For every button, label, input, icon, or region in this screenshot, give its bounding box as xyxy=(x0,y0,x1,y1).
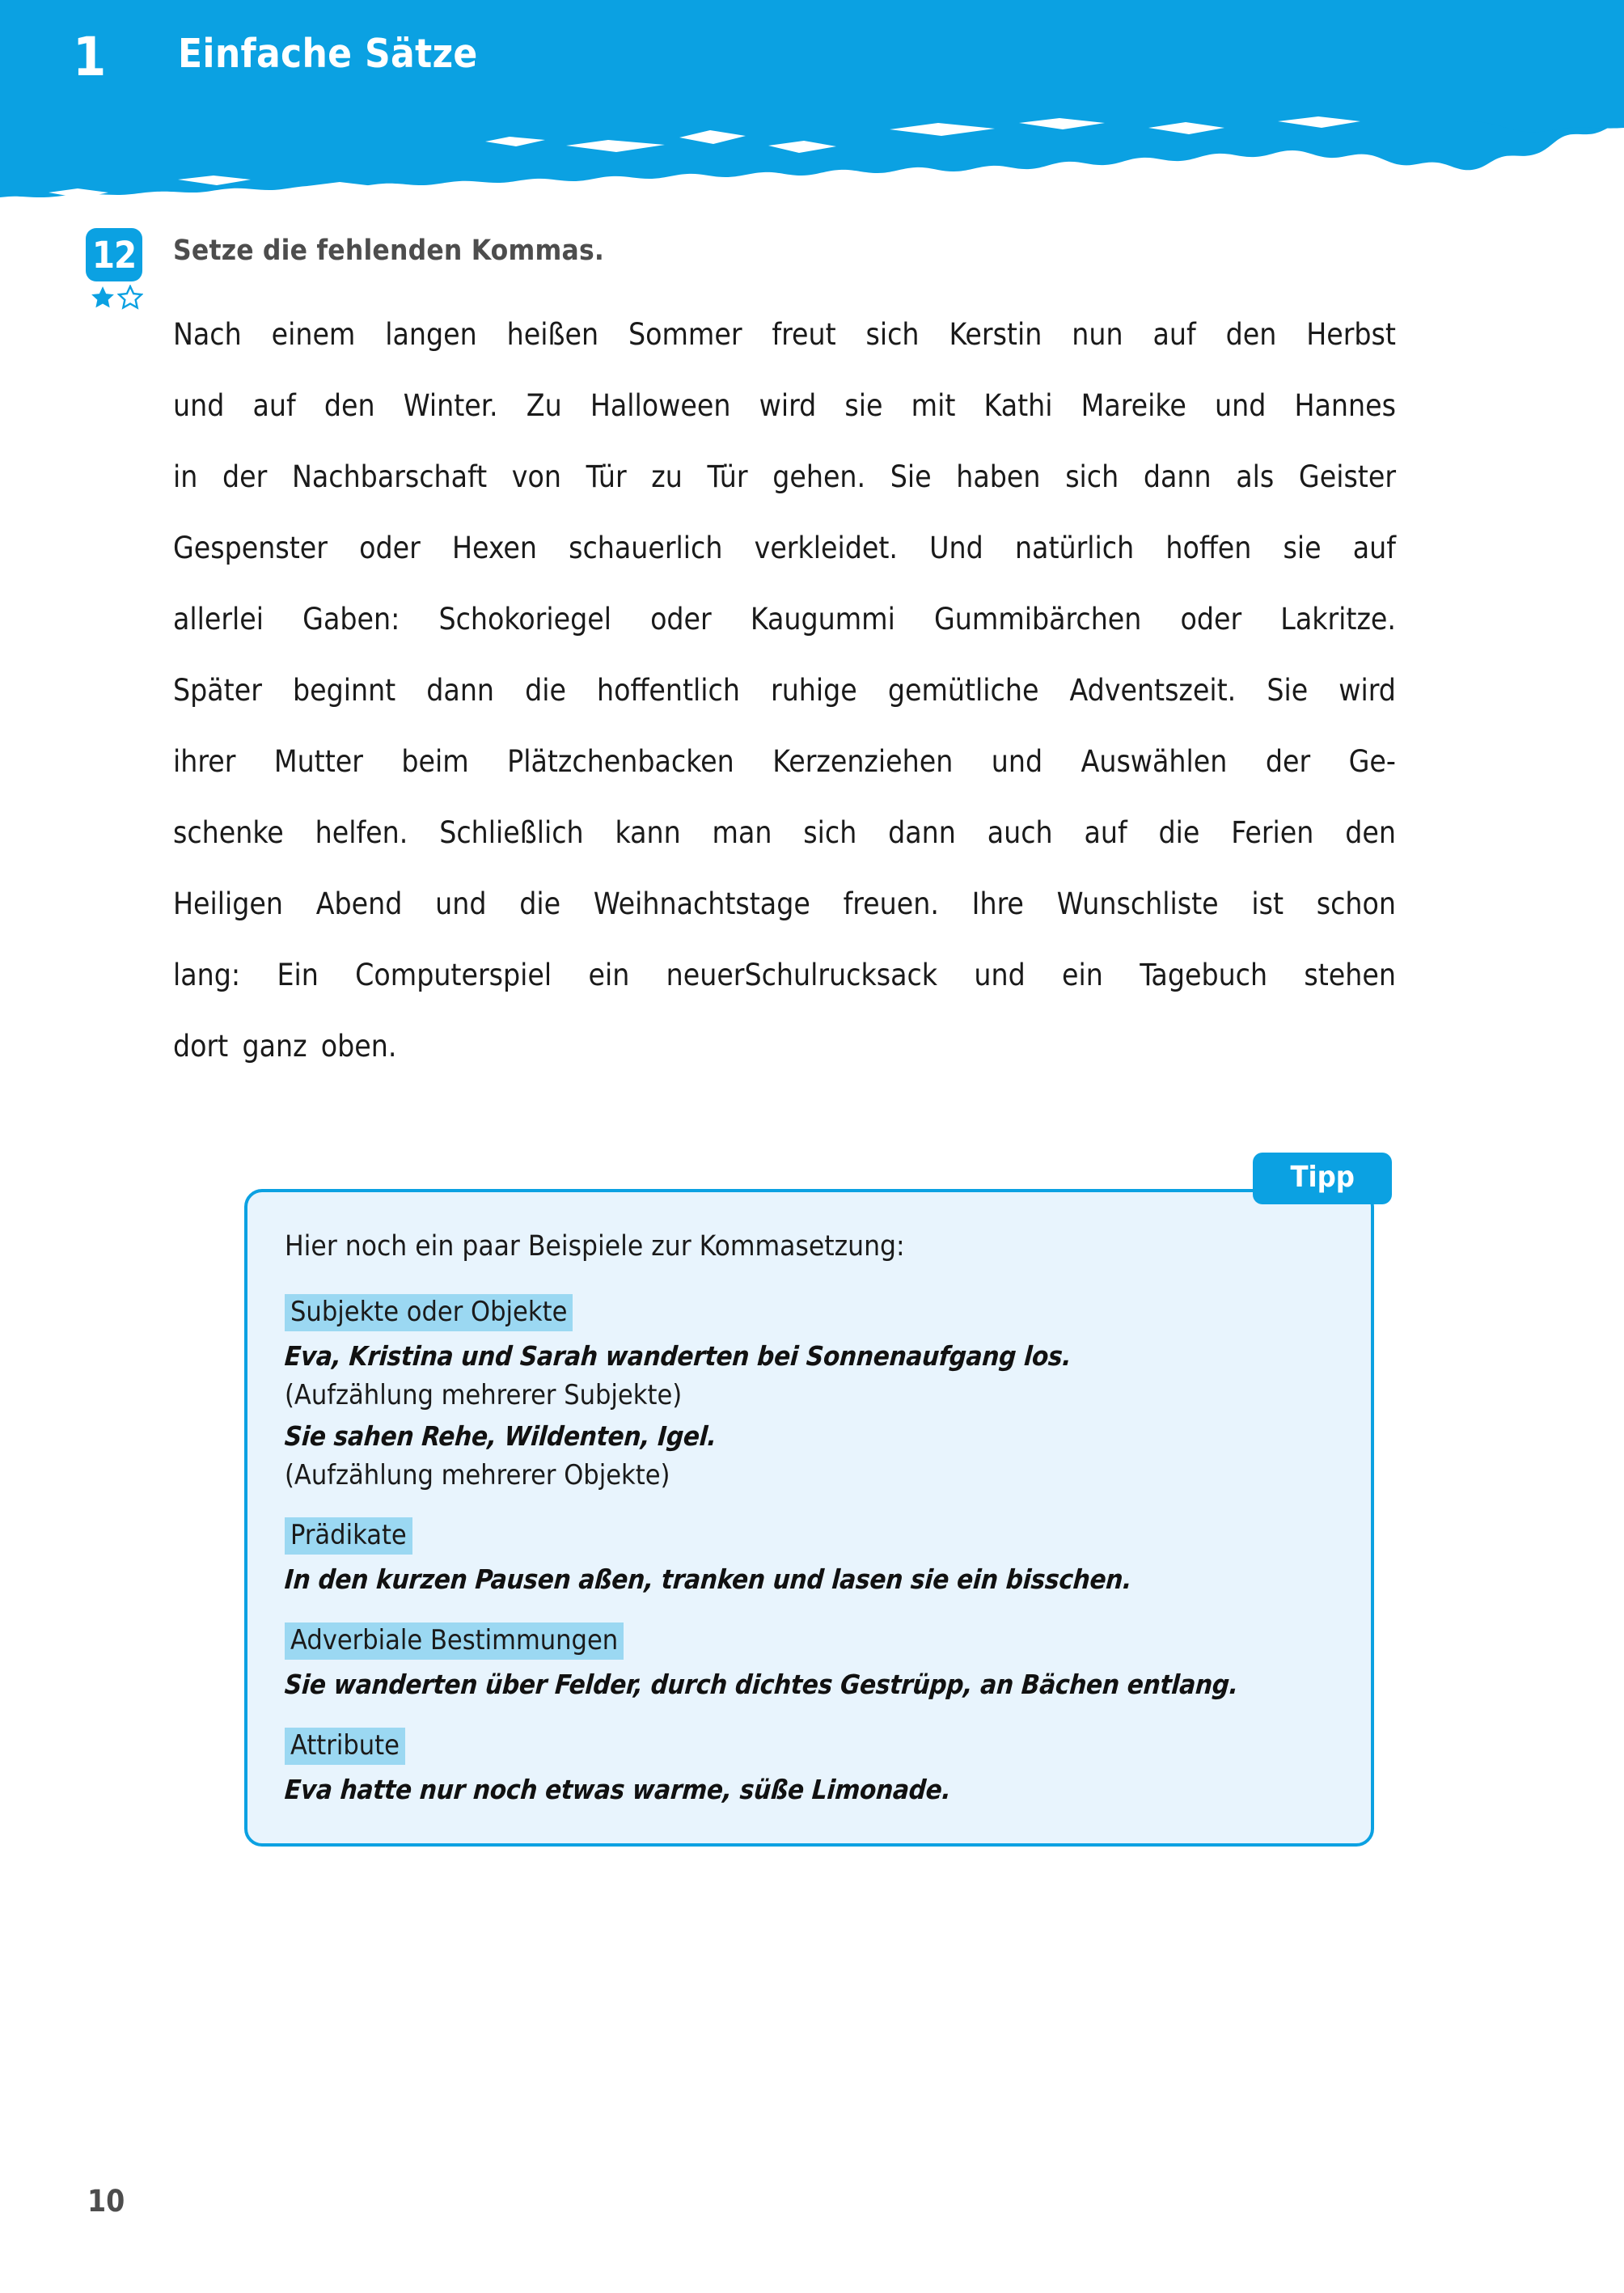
passage-line: und auf den Winter. Zu Halloween wird sie mit Kathi Mareike und Hannes xyxy=(173,388,1396,423)
tipp-category-label: Adverbiale Bestimmungen xyxy=(285,1622,624,1660)
tipp-groups xyxy=(285,1294,1371,1808)
tipp-category-label: Subjekte oder Objekte xyxy=(285,1294,573,1331)
passage-line: ihrer Mutter beim Plätzchenbacken Kerzenziehen und Auswählen der Ge- xyxy=(173,744,1396,779)
tipp-group xyxy=(285,1728,1371,1809)
tipp-example-sentence: Sie wanderten über Felder, durch dichtes Gestrüpp, an Bächen entlang. xyxy=(283,1669,1240,1700)
passage-line: lang: Ein Computerspiel ein neuerSchulrucksack und ein Tagebuch stehen xyxy=(173,958,1396,992)
tipp-category-label: Prädikate xyxy=(285,1517,412,1555)
chapter-title: Einfache Sätze xyxy=(178,31,478,77)
passage-line: Gespenster oder Hexen schauerlich verkleidet. Und natürlich hoffen sie auf xyxy=(173,531,1396,565)
exercise-marker xyxy=(86,228,147,311)
exercise-passage[interactable] xyxy=(173,299,1396,1082)
passage-line: Nach einem langen heißen Sommer freut sich Kerstin nun auf den Herbst xyxy=(173,317,1396,352)
tipp-category-label: Attribute xyxy=(285,1728,405,1765)
tipp-example-sentence: In den kurzen Pausen aßen, tranken und lasen sie ein bisschen. xyxy=(283,1563,1133,1596)
star-filled-icon xyxy=(90,285,116,311)
tipp-example-sentence: Sie sahen Rehe, Wildenten, Igel. xyxy=(283,1419,718,1452)
passage-line: allerlei Gaben: Schokoriegel oder Kaugummi Gummibärchen oder Lakritze. xyxy=(173,602,1396,637)
tipp-group xyxy=(285,1517,1371,1598)
tipp-intro-text: Hier noch ein paar Beispiele zur Kommasetzung: xyxy=(285,1230,905,1263)
page-header-banner xyxy=(0,0,1624,202)
passage-line: dort ganz oben. xyxy=(173,1029,397,1064)
tipp-explanation-note: (Aufzählung mehrerer Objekte) xyxy=(285,1459,670,1492)
passage-line: Später beginnt dann die hoffentlich ruhige gemütliche Adventszeit. Sie wird xyxy=(173,673,1396,708)
tipp-explanation-note: (Aufzählung mehrerer Subjekte) xyxy=(285,1379,683,1412)
tipp-box xyxy=(244,1189,1374,1847)
page-number: 10 xyxy=(87,2184,125,2219)
exercise-number-badge: 12 xyxy=(86,228,142,281)
difficulty-stars xyxy=(86,285,147,311)
star-outline-icon xyxy=(117,285,143,311)
passage-line: schenke helfen. Schließlich kann man sich dann auch auf die Ferien den xyxy=(173,815,1396,850)
chapter-number: 1 xyxy=(73,26,106,88)
passage-line: in der Nachbarschaft von Tür zu Tür gehen. Sie haben sich dann als Geister xyxy=(173,459,1396,494)
tipp-example-sentence: Eva, Kristina und Sarah wanderten bei Sonnenaufgang los. xyxy=(283,1339,1072,1372)
passage-line: Heiligen Abend und die Weihnachtstage freuen. Ihre Wunschliste ist schon xyxy=(173,886,1396,921)
tipp-example-sentence: Eva hatte nur noch etwas warme, süße Limonade. xyxy=(283,1773,952,1805)
exercise-instruction: Setze die fehlenden Kommas. xyxy=(173,235,605,267)
tipp-group xyxy=(285,1622,1371,1703)
tipp-group xyxy=(285,1294,1371,1494)
tipp-tab-label: Tipp xyxy=(1253,1153,1392,1204)
tipp-container xyxy=(244,1161,1374,1847)
